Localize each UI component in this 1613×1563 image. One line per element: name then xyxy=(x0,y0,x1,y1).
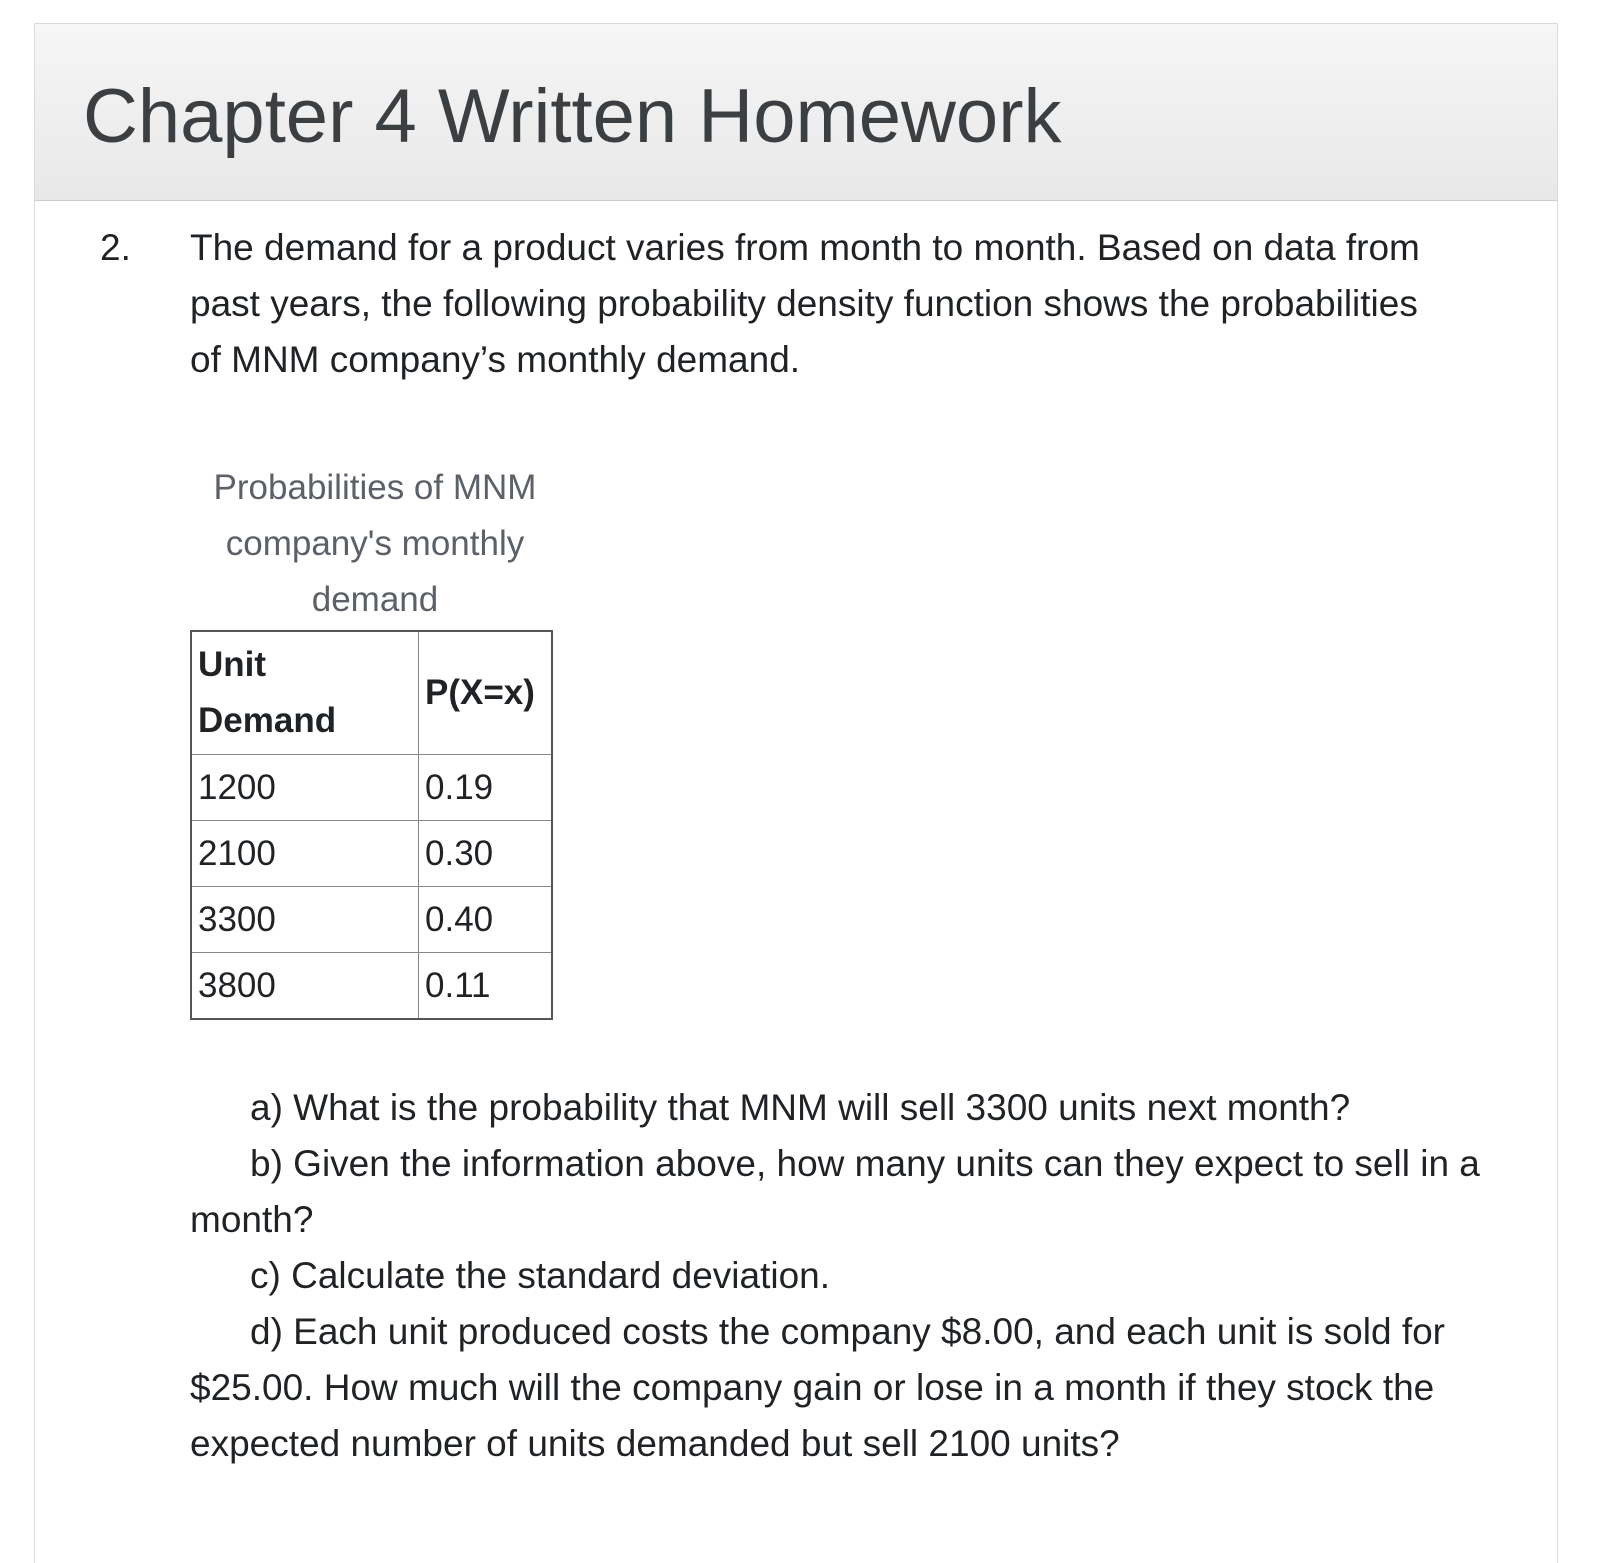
column-header-probability: P(X=x) xyxy=(419,631,553,755)
subpart-d: d) Each unit produced costs the company $8.00, and each unit is sold for $25.00. How much will the company gain or lose in a month if they stock the expected number of units demanded but sell 2100 units? xyxy=(190,1311,1446,1464)
subpart-a: a) What is the probability that MNM will sell 3300 units next month? xyxy=(250,1087,1351,1128)
table-row xyxy=(191,953,552,1020)
table-row xyxy=(191,887,552,953)
unit-demand-cell: 3300 xyxy=(191,887,419,953)
table-header-row xyxy=(191,631,552,755)
question-text: The demand for a product varies from month to month. Based on data from past years, the following probability density function shows the probabilities of MNM company’s monthly demand. xyxy=(190,227,1420,380)
question xyxy=(100,220,1460,388)
probability-cell: 0.40 xyxy=(419,887,553,953)
question-number: 2. xyxy=(100,227,131,268)
question-subparts xyxy=(190,1080,1520,1472)
probability-cell: 0.30 xyxy=(419,821,553,887)
probability-cell: 0.19 xyxy=(419,755,553,821)
unit-demand-cell: 1200 xyxy=(191,755,419,821)
column-header-unit-demand: Unit Demand xyxy=(191,631,419,755)
demand-probability-table xyxy=(190,630,553,1020)
unit-demand-cell: 3800 xyxy=(191,953,419,1020)
probability-cell: 0.11 xyxy=(419,953,553,1020)
page-title: Chapter 4 Written Homework xyxy=(83,74,1062,159)
table-row xyxy=(191,821,552,887)
subpart-b: b) Given the information above, how many units can they expect to sell in a month? xyxy=(190,1143,1480,1240)
subpart-c: c) Calculate the standard deviation. xyxy=(250,1255,831,1296)
table-row xyxy=(191,755,552,821)
title-bar xyxy=(35,24,1557,201)
unit-demand-cell: 2100 xyxy=(191,821,419,887)
table-caption: Probabilities of MNM company's monthly demand xyxy=(213,468,537,619)
